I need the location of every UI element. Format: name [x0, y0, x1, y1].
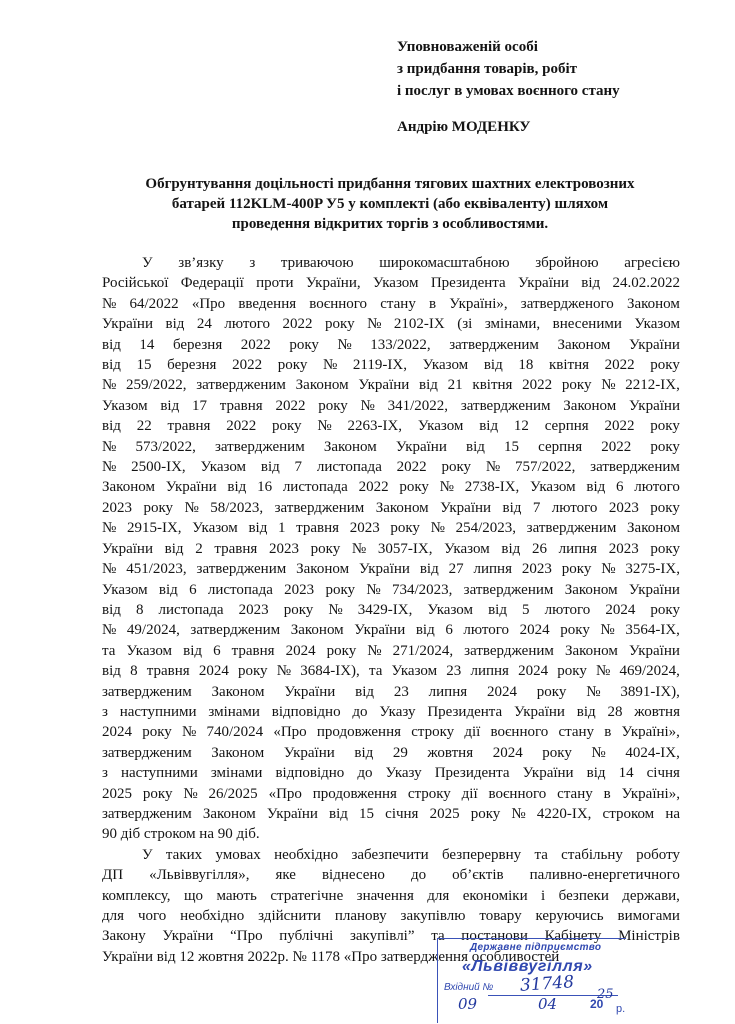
stamp-incoming-label: Вхідний №: [444, 982, 494, 993]
registration-stamp: [437, 938, 626, 1023]
text-line: 2023 року № 58/2023, затвердженим Законом України від 7 лютого 2023 року: [102, 499, 680, 516]
text-line: України від 2 травня 2023 року № 3057-IX, Указом від 26 липня 2023 року: [102, 540, 680, 557]
text-line: для чого необхідно здійснити планову закупівлю товару керуючись вимогами: [102, 908, 680, 924]
text-line: ДП «Львіввугілля», яке віднесено до об’єктів паливно-енергетичного: [102, 867, 680, 884]
text-line: з наступними змінами відповідно до Указу Президента України від 28 жовтня: [102, 703, 680, 720]
paragraph-1: [102, 253, 680, 845]
text-line: № 2500-IX, Указом від 7 листопада 2022 року № 757/2022, затвердженим: [102, 459, 680, 476]
title-line: Обгрунтування доцільності придбання тягових шахтних електровозних: [145, 176, 635, 192]
text-line: № 259/2022, затвердженим Законом України від 21 квітня 2022 року № 2212-IX,: [102, 377, 680, 394]
stamp-year-prefix: 20: [590, 997, 604, 1011]
document-title: [100, 174, 680, 234]
text-line: від 8 травня 2024 року № 3684-IX), та Указом 23 липня 2024 року № 469/2024,: [102, 663, 680, 680]
addressee-line: з придбання товарів, робіт: [397, 61, 578, 77]
addressee-line: і послуг в умовах воєнного стану: [397, 83, 620, 99]
text-line: від 8 листопада 2023 року № 3429-IX, Указом від 5 лютого 2024 року: [102, 601, 680, 618]
stamp-year-mark: р.: [616, 1003, 626, 1015]
text-line: з наступними змінами відповідно до Указу Президента України від 14 січня: [102, 765, 680, 782]
stamp-day: 09: [458, 995, 478, 1013]
addressee-block: [397, 36, 620, 102]
text-line: та Указом від 6 травня 2024 року № 271/2024, затвердженим Законом України: [102, 642, 680, 659]
text-line: 90 діб строком на 90 діб.: [102, 826, 260, 843]
text-line: 2025 року № 26/2025 «Про продовження строку дії воєнного стану в Україні»,: [102, 785, 680, 802]
text-line: затвердженим Законом України від 15 січня 2025 року № 4220-IX, строком на: [102, 805, 680, 822]
text-line: від 22 травня 2022 року № 2263-IX, Указом від 12 серпня 2022 року: [102, 418, 680, 435]
text-line: 2024 року № 740/2024 «Про продовження строку дії воєнного стану в Україні»,: [102, 724, 680, 741]
text-line: У зв’язку з триваючою широкомасштабною збройною агресією: [142, 255, 680, 271]
text-line: України від 12 жовтня 2022р. № 1178 «Про затвердження особливостей: [102, 948, 560, 965]
stamp-year-suffix: 25: [597, 987, 614, 1002]
text-line: Указом від 17 травня 2022 року № 341/2022, затвердженим Законом України: [102, 397, 680, 414]
text-line: Російської Федерації проти України, Указом Президента України від 24.02.2022: [102, 275, 680, 292]
text-line: № 451/2023, затвердженим Законом України від 27 липня 2023 року № 3275-IX,: [102, 561, 680, 578]
stamp-org-name: «Львіввугілля»: [462, 958, 593, 975]
addressee-name: Андрію МОДЕНКУ: [397, 119, 531, 135]
text-line: № 573/2022, затвердженим Законом України від 15 серпня 2022 року: [102, 438, 680, 455]
text-line: Закону України “Про публічні закупівлі” та постанови Кабінету Міністрів: [102, 928, 680, 945]
addressee-line: Уповноваженій особі: [397, 39, 538, 55]
text-line: № 64/2022 «Про введення воєнного стану в Україні», затвердженого Законом: [102, 295, 680, 312]
text-line: У таких умовах необхідно забезпечити безперервну та стабільну роботу: [142, 846, 680, 863]
stamp-registration-number: 31748: [519, 972, 575, 996]
document-body: [102, 253, 680, 967]
stamp-month: 04: [538, 995, 558, 1013]
title-line: батарей 112KLM-400P У5 у комплекті (або еквіваленту) шляхом: [171, 196, 609, 212]
text-line: затвердженим Законом України від 23 липня 2024 року № 3891-IX),: [102, 683, 680, 700]
stamp-org-type: Державне підприємство: [470, 942, 602, 953]
text-line: затвердженим Законом України від 29 жовтня 2024 року № 4024-IX,: [102, 744, 680, 761]
title-line: проведення відкритих торгів з особливостями.: [231, 216, 549, 232]
text-line: України від 24 лютого 2022 року № 2102-IX (зі змінами, внесеними Указом: [102, 316, 680, 333]
text-line: № 2915-IX, Указом від 1 травня 2023 року № 254/2023, затвердженим Законом: [102, 520, 680, 537]
text-line: Законом України від 16 листопада 2022 року № 2738-IX, Указом від 6 лютого: [102, 479, 680, 496]
text-line: від 14 березня 2022 року № 133/2022, затвердженим Законом України: [102, 336, 680, 353]
text-line: від 15 березня 2022 року № 2119-IX, Указом від 18 квітня 2022 року: [102, 357, 680, 374]
text-line: Указом від 6 листопада 2023 року № 734/2023, затвердженим Законом України: [102, 581, 680, 598]
text-line: комплексу, що мають стратегічне значення для економіки і безпеки держави,: [102, 887, 680, 904]
text-line: № 49/2024, затвердженим Законом України від 6 лютого 2024 року № 3564-IX,: [102, 622, 680, 639]
